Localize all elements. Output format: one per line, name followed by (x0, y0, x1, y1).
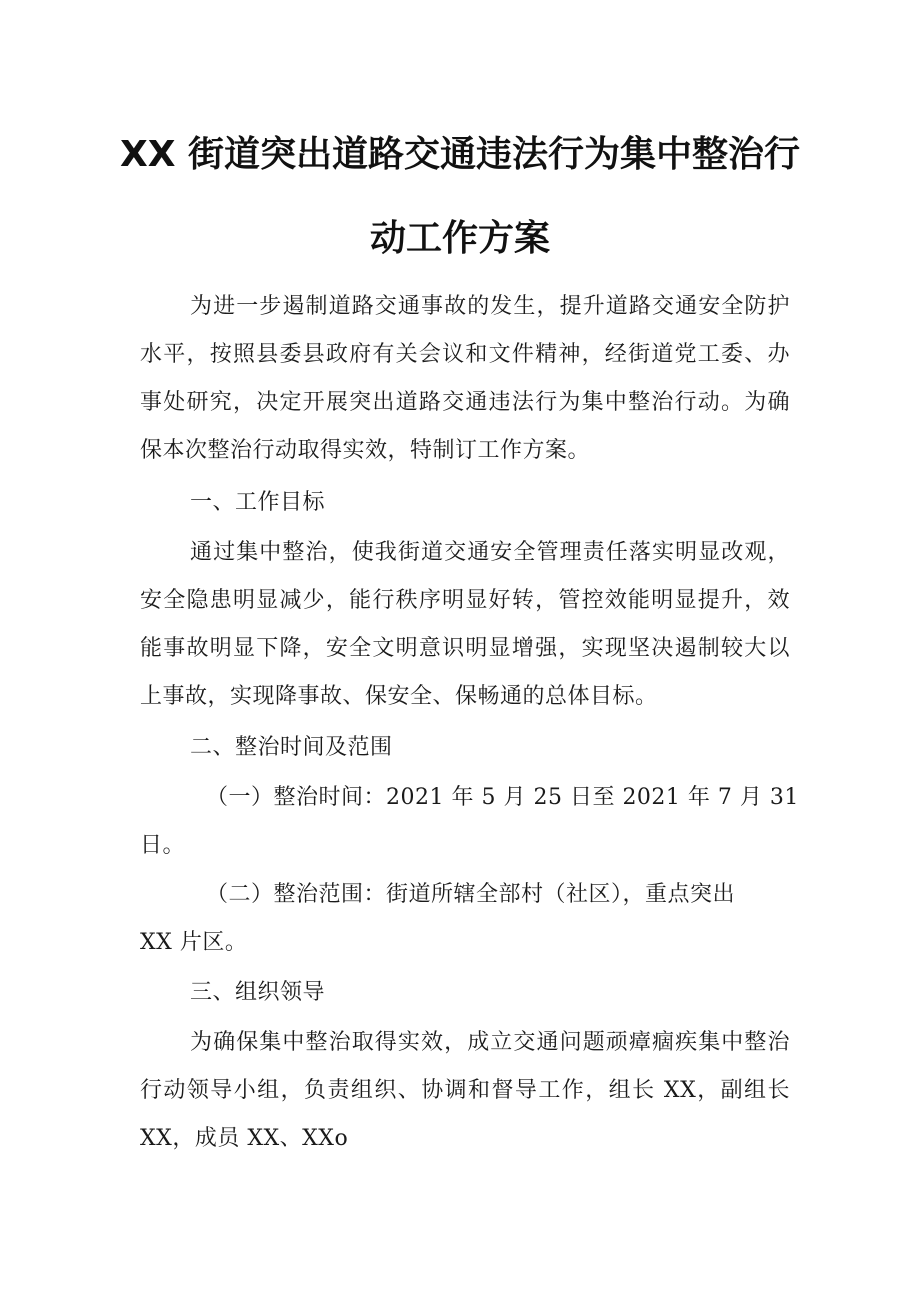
paragraph-line: （一）整治时间：2021 年 5 月 25 日至 2021 年 7 月 31 (206, 785, 799, 810)
section-heading: 一、工作目标 (190, 490, 326, 515)
paragraph-line: 事处研究，决定开展突出道路交通违法行为集中整治行动。为确 (140, 390, 790, 415)
document-title-line-1: XX 街道突出道路交通违法行为集中整治行 (119, 134, 801, 175)
paragraph-line: 通过集中整治，使我街道交通安全管理责任落实明显改观， (190, 540, 790, 565)
paragraph-line: XX，成员 XX、XXo (140, 1126, 349, 1151)
paragraph-line: 为确保集中整治取得实效，成立交通问题顽瘴痼疾集中整治 (190, 1030, 790, 1055)
section-heading: 三、组织领导 (190, 980, 326, 1005)
paragraph-line: 安全隐患明显减少，能行秩序明显好转，管控效能明显提升，效 (140, 588, 790, 613)
paragraph-line: 行动领导小组，负责组织、协调和督导工作，组长 XX，副组长 (140, 1078, 790, 1103)
paragraph-line: 水平，按照县委县政府有关会议和文件精神，经街道党工委、办 (140, 342, 790, 367)
paragraph-line: 保本次整治行动取得实效，特制订工作方案。 (140, 438, 591, 463)
paragraph-line: 上事故，实现降事故、保安全、保畅通的总体目标。 (140, 684, 658, 709)
paragraph-line: 能事故明显下降，安全文明意识明显增强，实现坚决遏制较大以 (140, 636, 790, 661)
section-heading: 二、整治时间及范围 (190, 735, 393, 760)
document-title-line-2: 动工作方案 (369, 218, 550, 259)
paragraph-line: XX 片区。 (140, 930, 248, 955)
paragraph-line: 为进一步遏制道路交通事故的发生，提升道路交通安全防护 (190, 294, 790, 319)
paragraph-line: 日。 (140, 833, 186, 858)
paragraph-line: （二）整治范围：街道所辖全部村（社区），重点突出 (206, 882, 736, 907)
